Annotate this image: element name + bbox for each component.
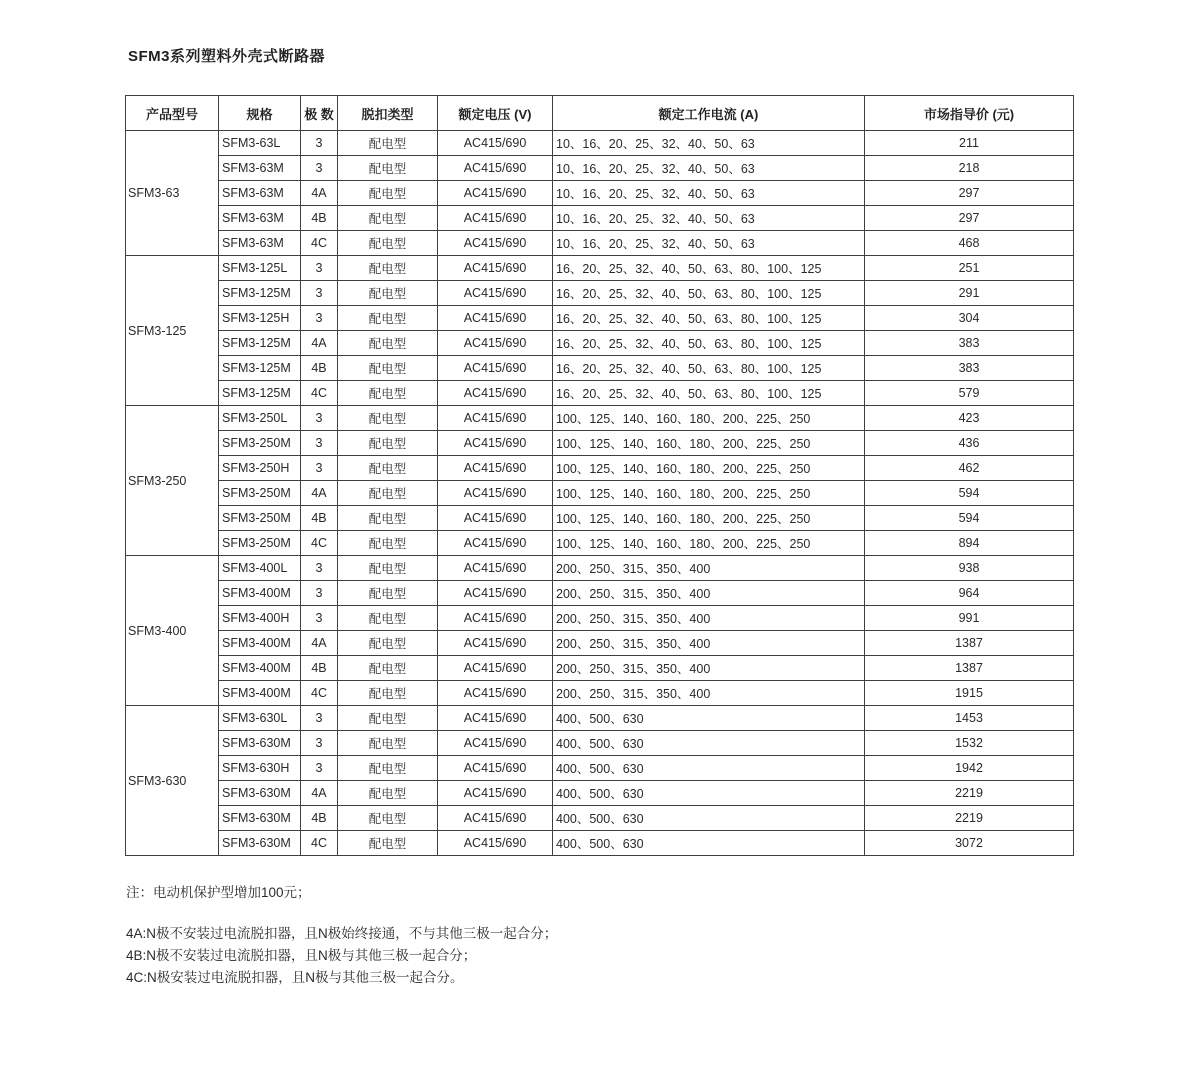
trip-type-cell: 配电型: [338, 681, 438, 706]
trip-type-cell: 配电型: [338, 456, 438, 481]
table-body: [126, 131, 1074, 856]
table-row: [126, 706, 1074, 731]
spec-cell: SFM3-63L: [219, 131, 301, 156]
voltage-cell: AC415/690: [438, 806, 553, 831]
table-row: [126, 481, 1074, 506]
table-row: [126, 331, 1074, 356]
table-row: [126, 681, 1074, 706]
price-cell: 2219: [865, 781, 1074, 806]
spec-cell: SFM3-125M: [219, 281, 301, 306]
trip-type-cell: 配电型: [338, 706, 438, 731]
voltage-cell: AC415/690: [438, 656, 553, 681]
current-cell: 200、250、315、350、400: [553, 631, 865, 656]
poles-cell: 4B: [301, 656, 338, 681]
trip-type-cell: 配电型: [338, 781, 438, 806]
trip-type-cell: 配电型: [338, 181, 438, 206]
poles-cell: 4B: [301, 506, 338, 531]
current-cell: 400、500、630: [553, 756, 865, 781]
table-row: [126, 231, 1074, 256]
spec-cell: SFM3-125M: [219, 381, 301, 406]
table-row: [126, 581, 1074, 606]
product-model-cell: SFM3-250: [126, 406, 219, 556]
price-cell: 964: [865, 581, 1074, 606]
table-row: [126, 431, 1074, 456]
trip-type-cell: 配电型: [338, 156, 438, 181]
table-row: [126, 606, 1074, 631]
poles-cell: 3: [301, 131, 338, 156]
spec-cell: SFM3-400M: [219, 656, 301, 681]
poles-cell: 4C: [301, 231, 338, 256]
voltage-cell: AC415/690: [438, 356, 553, 381]
poles-cell: 3: [301, 306, 338, 331]
footnote-4c: 4C:N极安装过电流脱扣器，且N极与其他三极一起合分。: [126, 970, 464, 985]
spec-cell: SFM3-400M: [219, 681, 301, 706]
table-row: [126, 456, 1074, 481]
footnotes: [126, 882, 557, 989]
trip-type-cell: 配电型: [338, 756, 438, 781]
trip-type-cell: 配电型: [338, 306, 438, 331]
current-cell: 200、250、315、350、400: [553, 606, 865, 631]
column-header-3: 脱扣类型: [338, 96, 438, 131]
voltage-cell: AC415/690: [438, 681, 553, 706]
current-cell: 100、125、140、160、180、200、225、250: [553, 531, 865, 556]
trip-type-cell: 配电型: [338, 431, 438, 456]
current-cell: 100、125、140、160、180、200、225、250: [553, 456, 865, 481]
table-row: [126, 356, 1074, 381]
spec-cell: SFM3-630H: [219, 756, 301, 781]
poles-cell: 4B: [301, 356, 338, 381]
current-cell: 10、16、20、25、32、40、50、63: [553, 156, 865, 181]
product-model-cell: SFM3-125: [126, 256, 219, 406]
voltage-cell: AC415/690: [438, 531, 553, 556]
poles-cell: 3: [301, 556, 338, 581]
price-cell: 383: [865, 356, 1074, 381]
price-cell: 594: [865, 481, 1074, 506]
spec-cell: SFM3-250L: [219, 406, 301, 431]
spec-cell: SFM3-400L: [219, 556, 301, 581]
table-row: [126, 756, 1074, 781]
voltage-cell: AC415/690: [438, 581, 553, 606]
current-cell: 10、16、20、25、32、40、50、63: [553, 181, 865, 206]
poles-cell: 4A: [301, 181, 338, 206]
voltage-cell: AC415/690: [438, 231, 553, 256]
price-cell: 3072: [865, 831, 1074, 856]
trip-type-cell: 配电型: [338, 731, 438, 756]
poles-cell: 3: [301, 156, 338, 181]
price-cell: 1453: [865, 706, 1074, 731]
current-cell: 100、125、140、160、180、200、225、250: [553, 431, 865, 456]
current-cell: 10、16、20、25、32、40、50、63: [553, 231, 865, 256]
price-cell: 894: [865, 531, 1074, 556]
voltage-cell: AC415/690: [438, 756, 553, 781]
trip-type-cell: 配电型: [338, 631, 438, 656]
voltage-cell: AC415/690: [438, 506, 553, 531]
price-cell: 383: [865, 331, 1074, 356]
price-cell: 1942: [865, 756, 1074, 781]
table-row: [126, 806, 1074, 831]
price-cell: 2219: [865, 806, 1074, 831]
price-cell: 297: [865, 206, 1074, 231]
table-row: [126, 531, 1074, 556]
voltage-cell: AC415/690: [438, 306, 553, 331]
table-row: [126, 406, 1074, 431]
spec-cell: SFM3-125L: [219, 256, 301, 281]
trip-type-cell: 配电型: [338, 531, 438, 556]
current-cell: 16、20、25、32、40、50、63、80、100、125: [553, 381, 865, 406]
column-header-5: 额定工作电流 (A): [553, 96, 865, 131]
trip-type-cell: 配电型: [338, 381, 438, 406]
trip-type-cell: 配电型: [338, 656, 438, 681]
price-cell: 1532: [865, 731, 1074, 756]
poles-cell: 4C: [301, 531, 338, 556]
poles-cell: 3: [301, 581, 338, 606]
price-cell: 1387: [865, 631, 1074, 656]
trip-type-cell: 配电型: [338, 506, 438, 531]
price-cell: 251: [865, 256, 1074, 281]
product-model-cell: SFM3-630: [126, 706, 219, 856]
trip-type-cell: 配电型: [338, 581, 438, 606]
spec-cell: SFM3-630L: [219, 706, 301, 731]
table-row: [126, 556, 1074, 581]
current-cell: 200、250、315、350、400: [553, 556, 865, 581]
voltage-cell: AC415/690: [438, 431, 553, 456]
poles-cell: 4C: [301, 681, 338, 706]
trip-type-cell: 配电型: [338, 206, 438, 231]
price-cell: 1915: [865, 681, 1074, 706]
spec-cell: SFM3-400H: [219, 606, 301, 631]
trip-type-cell: 配电型: [338, 406, 438, 431]
current-cell: 200、250、315、350、400: [553, 656, 865, 681]
table-row: [126, 731, 1074, 756]
price-cell: 579: [865, 381, 1074, 406]
poles-cell: 4C: [301, 381, 338, 406]
table-row: [126, 831, 1074, 856]
column-header-1: 规格: [219, 96, 301, 131]
current-cell: 16、20、25、32、40、50、63、80、100、125: [553, 256, 865, 281]
voltage-cell: AC415/690: [438, 406, 553, 431]
price-cell: 304: [865, 306, 1074, 331]
spec-cell: SFM3-630M: [219, 831, 301, 856]
table-row: [126, 206, 1074, 231]
price-cell: 436: [865, 431, 1074, 456]
product-model-cell: SFM3-63: [126, 131, 219, 256]
voltage-cell: AC415/690: [438, 331, 553, 356]
voltage-cell: AC415/690: [438, 131, 553, 156]
table-row: [126, 181, 1074, 206]
table-row: [126, 631, 1074, 656]
price-cell: 468: [865, 231, 1074, 256]
poles-cell: 3: [301, 406, 338, 431]
current-cell: 400、500、630: [553, 806, 865, 831]
current-cell: 400、500、630: [553, 831, 865, 856]
voltage-cell: AC415/690: [438, 456, 553, 481]
voltage-cell: AC415/690: [438, 156, 553, 181]
page-title: SFM3系列塑料外壳式断路器: [128, 48, 326, 65]
current-cell: 16、20、25、32、40、50、63、80、100、125: [553, 331, 865, 356]
spec-cell: SFM3-250H: [219, 456, 301, 481]
spec-cell: SFM3-630M: [219, 781, 301, 806]
footnote-4a: 4A:N极不安装过电流脱扣器，且N极始终接通，不与其他三极一起合分；: [126, 926, 558, 941]
current-cell: 10、16、20、25、32、40、50、63: [553, 131, 865, 156]
current-cell: 100、125、140、160、180、200、225、250: [553, 506, 865, 531]
voltage-cell: AC415/690: [438, 631, 553, 656]
voltage-cell: AC415/690: [438, 781, 553, 806]
column-header-2: 极 数: [301, 96, 338, 131]
price-cell: 594: [865, 506, 1074, 531]
poles-cell: 4A: [301, 481, 338, 506]
product-model-cell: SFM3-400: [126, 556, 219, 706]
voltage-cell: AC415/690: [438, 381, 553, 406]
current-cell: 200、250、315、350、400: [553, 581, 865, 606]
voltage-cell: AC415/690: [438, 606, 553, 631]
product-spec-table: [125, 95, 1074, 856]
table-row: [126, 781, 1074, 806]
price-cell: 218: [865, 156, 1074, 181]
current-cell: 16、20、25、32、40、50、63、80、100、125: [553, 281, 865, 306]
poles-cell: 4A: [301, 331, 338, 356]
column-header-6: 市场指导价 (元): [865, 96, 1074, 131]
trip-type-cell: 配电型: [338, 131, 438, 156]
current-cell: 16、20、25、32、40、50、63、80、100、125: [553, 306, 865, 331]
table-row: [126, 281, 1074, 306]
spec-cell: SFM3-400M: [219, 581, 301, 606]
spec-cell: SFM3-250M: [219, 481, 301, 506]
current-cell: 100、125、140、160、180、200、225、250: [553, 406, 865, 431]
trip-type-cell: 配电型: [338, 281, 438, 306]
table-header: [126, 96, 1074, 131]
poles-cell: 3: [301, 281, 338, 306]
spec-cell: SFM3-125H: [219, 306, 301, 331]
poles-cell: 3: [301, 756, 338, 781]
poles-cell: 3: [301, 256, 338, 281]
spec-cell: SFM3-63M: [219, 231, 301, 256]
voltage-cell: AC415/690: [438, 831, 553, 856]
price-cell: 211: [865, 131, 1074, 156]
trip-type-cell: 配电型: [338, 331, 438, 356]
trip-type-cell: 配电型: [338, 556, 438, 581]
current-cell: 400、500、630: [553, 706, 865, 731]
table-row: [126, 656, 1074, 681]
current-cell: 10、16、20、25、32、40、50、63: [553, 206, 865, 231]
voltage-cell: AC415/690: [438, 281, 553, 306]
footnote-4b: 4B:N极不安装过电流脱扣器，且N极与其他三极一起合分；: [126, 948, 477, 963]
price-cell: 297: [865, 181, 1074, 206]
price-cell: 423: [865, 406, 1074, 431]
trip-type-cell: 配电型: [338, 256, 438, 281]
trip-type-cell: 配电型: [338, 356, 438, 381]
price-cell: 462: [865, 456, 1074, 481]
table-row: [126, 156, 1074, 181]
poles-cell: 3: [301, 706, 338, 731]
voltage-cell: AC415/690: [438, 481, 553, 506]
spec-cell: SFM3-250M: [219, 531, 301, 556]
poles-cell: 3: [301, 456, 338, 481]
poles-cell: 4A: [301, 781, 338, 806]
trip-type-cell: 配电型: [338, 831, 438, 856]
spec-cell: SFM3-63M: [219, 181, 301, 206]
spec-cell: SFM3-63M: [219, 156, 301, 181]
trip-type-cell: 配电型: [338, 481, 438, 506]
table-header-row: [126, 96, 1074, 131]
current-cell: 200、250、315、350、400: [553, 681, 865, 706]
spec-cell: SFM3-125M: [219, 356, 301, 381]
current-cell: 16、20、25、32、40、50、63、80、100、125: [553, 356, 865, 381]
poles-cell: 4B: [301, 206, 338, 231]
current-cell: 400、500、630: [553, 781, 865, 806]
trip-type-cell: 配电型: [338, 231, 438, 256]
footnote-main: 注：电动机保护型增加100元；: [126, 885, 311, 900]
spec-cell: SFM3-125M: [219, 331, 301, 356]
current-cell: 400、500、630: [553, 731, 865, 756]
column-header-4: 额定电压 (V): [438, 96, 553, 131]
spec-cell: SFM3-250M: [219, 506, 301, 531]
table-row: [126, 131, 1074, 156]
voltage-cell: AC415/690: [438, 181, 553, 206]
spec-cell: SFM3-400M: [219, 631, 301, 656]
poles-cell: 4C: [301, 831, 338, 856]
voltage-cell: AC415/690: [438, 731, 553, 756]
voltage-cell: AC415/690: [438, 556, 553, 581]
price-cell: 291: [865, 281, 1074, 306]
poles-cell: 3: [301, 606, 338, 631]
price-cell: 938: [865, 556, 1074, 581]
poles-cell: 4B: [301, 806, 338, 831]
trip-type-cell: 配电型: [338, 806, 438, 831]
voltage-cell: AC415/690: [438, 206, 553, 231]
table-row: [126, 381, 1074, 406]
price-cell: 1387: [865, 656, 1074, 681]
spec-cell: SFM3-250M: [219, 431, 301, 456]
voltage-cell: AC415/690: [438, 256, 553, 281]
trip-type-cell: 配电型: [338, 606, 438, 631]
poles-cell: 3: [301, 731, 338, 756]
poles-cell: 4A: [301, 631, 338, 656]
table-row: [126, 306, 1074, 331]
price-cell: 991: [865, 606, 1074, 631]
spec-cell: SFM3-630M: [219, 731, 301, 756]
column-header-0: 产品型号: [126, 96, 219, 131]
current-cell: 100、125、140、160、180、200、225、250: [553, 481, 865, 506]
table-row: [126, 256, 1074, 281]
poles-cell: 3: [301, 431, 338, 456]
spec-cell: SFM3-63M: [219, 206, 301, 231]
spec-cell: SFM3-630M: [219, 806, 301, 831]
voltage-cell: AC415/690: [438, 706, 553, 731]
table-row: [126, 506, 1074, 531]
